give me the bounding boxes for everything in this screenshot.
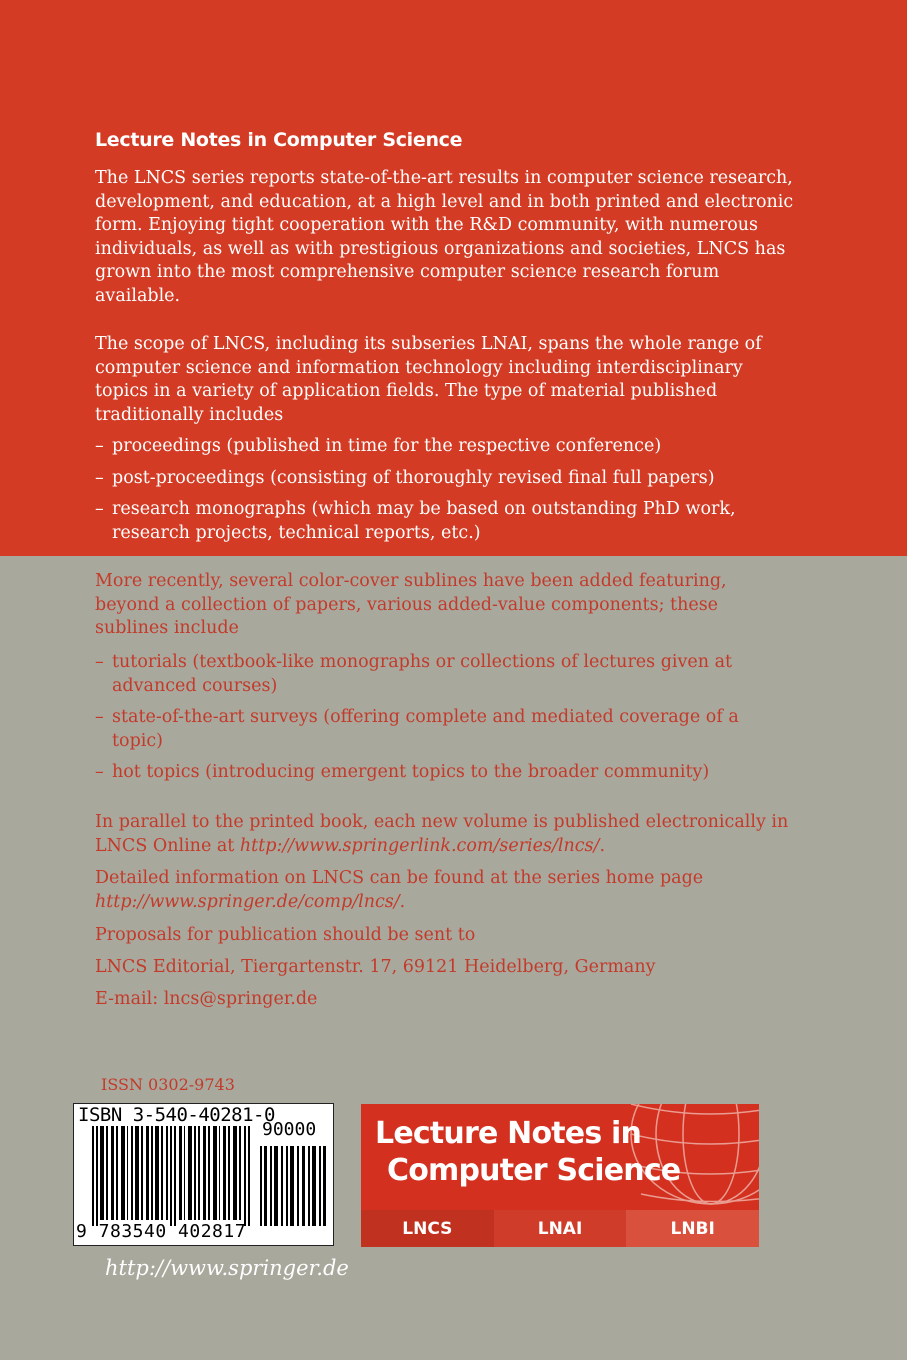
scope-section xyxy=(95,333,795,427)
list-item-text: research monographs (which may be based on outstanding PhD work, research projects, technical reports, etc.) xyxy=(112,499,736,543)
list-item-text: post-proceedings (consisting of thoroughly revised final full papers) xyxy=(112,467,715,488)
list-item xyxy=(95,651,795,698)
springerlink-url-link[interactable]: http://www.springerlink.com/series/lncs/ xyxy=(239,835,600,856)
proposals-section xyxy=(95,924,795,948)
address-section xyxy=(95,956,795,980)
barcode xyxy=(73,1103,334,1246)
list-item-text: state-of-the-art surveys (offering complete and mediated coverage of a topic) xyxy=(112,707,739,751)
para-sublines: More recently, several color-cover sublines have been added featuring, beyond a collection of papers, various added-value components; these sublines include xyxy=(95,571,727,638)
email-section xyxy=(95,988,795,1012)
logo-subseries-strip xyxy=(361,1210,759,1247)
homepage-end: . xyxy=(399,891,406,912)
para-scope: The scope of LNCS, including its subseries LNAI, spans the whole range of computer science and information technology including interdisciplinary topics in a variety of application fields. The type of material published traditionally includes xyxy=(95,334,762,425)
list-dash: – xyxy=(95,707,104,727)
logo-lncs: LNCS xyxy=(361,1210,494,1247)
lncs-logo xyxy=(361,1104,759,1247)
list-item-text: proceedings (published in time for the respective conference) xyxy=(112,436,662,456)
list-item xyxy=(95,435,795,459)
issn-label: ISSN 0302-9743 xyxy=(101,1075,235,1094)
homepage-section xyxy=(95,867,795,914)
intro-paragraph xyxy=(95,167,795,308)
list-dash: – xyxy=(95,652,104,672)
list-item xyxy=(95,467,795,491)
list-dash: – xyxy=(95,436,104,456)
online-section xyxy=(95,811,795,858)
para-address: LNCS Editorial, Tiergartenstr. 17, 69121 Heidelberg, Germany xyxy=(95,957,656,977)
isbn-text: ISBN 3-540-40281-0 xyxy=(78,1104,275,1126)
ean-bars xyxy=(92,1126,252,1226)
ean-number: 9 783540 402817 xyxy=(76,1221,247,1242)
list-item xyxy=(95,706,795,753)
springer-url-link[interactable]: http://www.springer.de xyxy=(105,1256,349,1280)
list-dash: – xyxy=(95,499,104,519)
para-homepage xyxy=(95,867,795,914)
list-dash: – xyxy=(95,762,104,782)
homepage-url-link[interactable]: http://www.springer.de/comp/lncs/ xyxy=(95,891,400,912)
list-item xyxy=(95,498,795,545)
list-sublines xyxy=(95,651,795,785)
para-online xyxy=(95,811,795,858)
list-material xyxy=(95,435,795,545)
logo-lnai: LNAI xyxy=(494,1210,627,1247)
list-item-text: tutorials (textbook-like monographs or collections of lectures given at advanced courses) xyxy=(112,652,733,696)
series-heading: Lecture Notes in Computer Science xyxy=(95,129,463,151)
logo-title-line1: Lecture Notes in xyxy=(375,1116,642,1151)
list-item xyxy=(95,761,795,785)
para-proposals: Proposals for publication should be sent to xyxy=(95,925,476,945)
homepage-text: Detailed information on LNCS can be found at the series home page xyxy=(95,868,704,888)
addon-bars xyxy=(260,1146,328,1226)
para-email: E-mail: lncs@springer.de xyxy=(95,989,318,1009)
logo-title-line2: Computer Science xyxy=(387,1153,681,1188)
sublines-section xyxy=(95,570,795,641)
list-dash: – xyxy=(95,467,104,488)
online-end: . xyxy=(599,835,606,856)
para-series-description: The LNCS series reports state-of-the-art results in computer science research, development, and education, at a high level and in both printed and electronic form. Enjoying tight cooperation with the R&D community, with numerous individuals, as well as with prestigious organizations and societies, LNCS has grown into the most comprehensive computer science research forum available. xyxy=(95,168,794,306)
online-text: In parallel to the printed book, each new volume is published electronically in LNCS Online at xyxy=(95,812,789,856)
logo-lnbi: LNBI xyxy=(626,1210,759,1247)
list-item-text: hot topics (introducing emergent topics to the broader community) xyxy=(112,762,710,782)
addon-code: 90000 xyxy=(262,1119,317,1140)
